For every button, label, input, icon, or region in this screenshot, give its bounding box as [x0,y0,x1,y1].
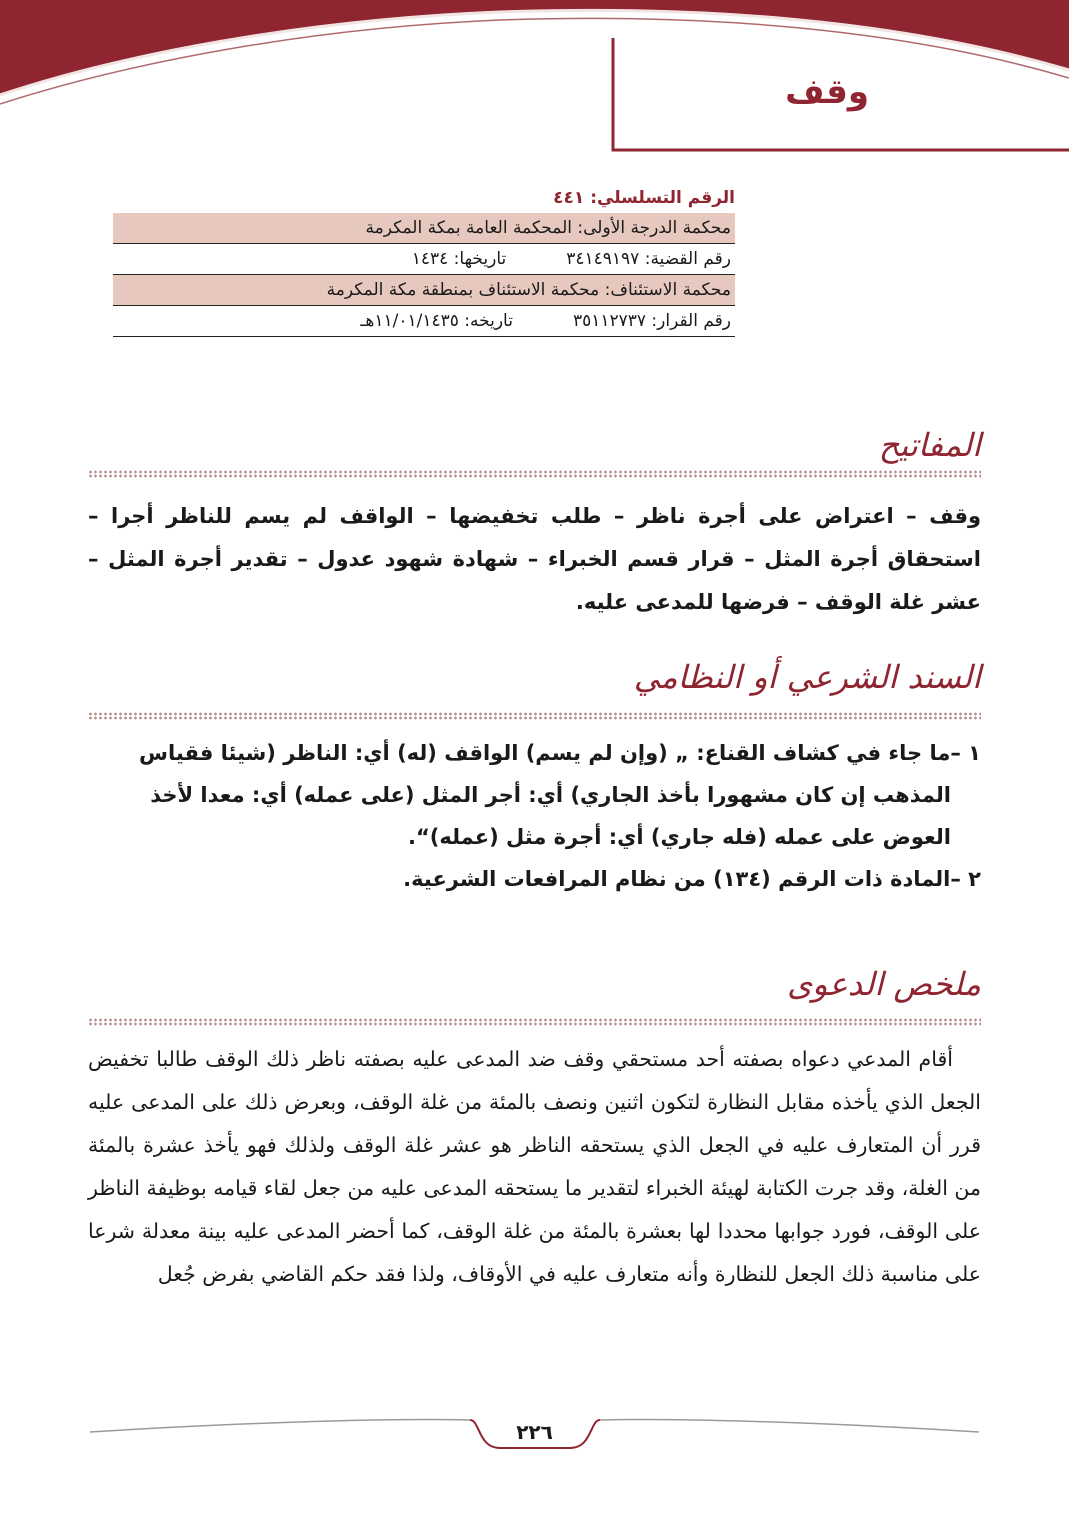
keywords-divider [88,470,981,478]
decision-date: تاريخه: ١١/٠١/١٤٣٥هـ [360,311,513,331]
decision-number: رقم القرار: ٣٥١١٢٧٣٧ [572,311,731,331]
serial-number: الرقم التسلسلي: ٤٤١ [553,188,735,208]
legal-item-2: ٢ –المادة ذات الرقم (١٣٤) من نظام المرافعات الشرعية. [403,867,981,891]
legal-item-1-line-3: العوض على عمله (فله جاري) أي: أجرة مثل (عمله)“. [407,825,951,849]
first-court: محكمة الدرجة الأولى: المحكمة العامة بمكة المكرمة [365,218,731,238]
appeal-court-row [113,275,735,306]
case-number-row [113,244,735,275]
legal-basis-divider [88,712,981,720]
page-number: ٢٢٦ [516,1420,553,1444]
summary-body: أقام المدعي دعواه بصفته أحد مستحقي وقف ضد المدعى عليه بصفته ناظر ذلك الوقف طالبا تخفيض الجعل الذي يأخذه مقابل النظارة لتكون اثنين ونصف بالمئة من غلة الوقف، وبعرض ذلك على المدعى عليه قرر أن المتعارف عليه في الجعل الذي يستحقه الناظر هو عشر غلة الوقف ولذلك فهو يأخذ عشرة بالمئة من الغلة، وقد جرت الكتابة لهيئة الخبراء لتقدير ما يستحقه المدعى عليه من جعل لقاء قيامه بوظيفة الناظر على الوقف، فورد جوابها محددا لها بعشرة بالمئة من غلة الوقف، كما أحضر المدعى عليه بينة معدلة شرعا على مناسبة ذلك الجعل للنظارة وأنه متعارف عليه في الأوقاف، ولذا فقد حكم القاضي بفرض جُعل [88,1047,981,1286]
summary-heading: ملخص الدعوى [787,965,981,1003]
case-number: رقم القضية: ٣٤١٤٩١٩٧ [566,249,731,269]
first-court-row [113,213,735,244]
case-info-table [113,183,735,337]
appeal-court: محكمة الاستئناف: محكمة الاستئناف بمنطقة مكة المكرمة [326,280,731,300]
legal-item-1-line-1: ١ –ما جاء في كشاف القناع: „ (وإن لم يسم) الواقف (له) أي: الناظر (شيئا فقياس [139,741,981,765]
keywords-heading: المفاتيح [878,426,981,464]
keywords-text: وقف – اعتراض على أجرة ناظر – طلب تخفيضها – الواقف لم يسم للناظر أجرا – استحقاق أجرة المثل – قرار قسم الخبراء – شهادة شهود عدول – تقدير أجرة المثل – عشر غلة الوقف – فرضها للمدعى عليه. [88,504,981,614]
decision-row [113,306,735,337]
chapter-title: وقف [785,72,869,112]
case-date: تاريخها: ١٤٣٤ [411,249,507,269]
summary-divider [88,1018,981,1026]
header-band [0,0,1069,160]
legal-item-1-line-2: المذهب إن كان مشهورا بأخذ الجاري) أي: أجر المثل (على عمله) أي: معدا لأخذ [150,783,951,807]
legal-basis-text [88,732,981,900]
summary-text [88,1038,981,1296]
legal-basis-heading: السند الشرعي أو النظامي [633,658,981,696]
